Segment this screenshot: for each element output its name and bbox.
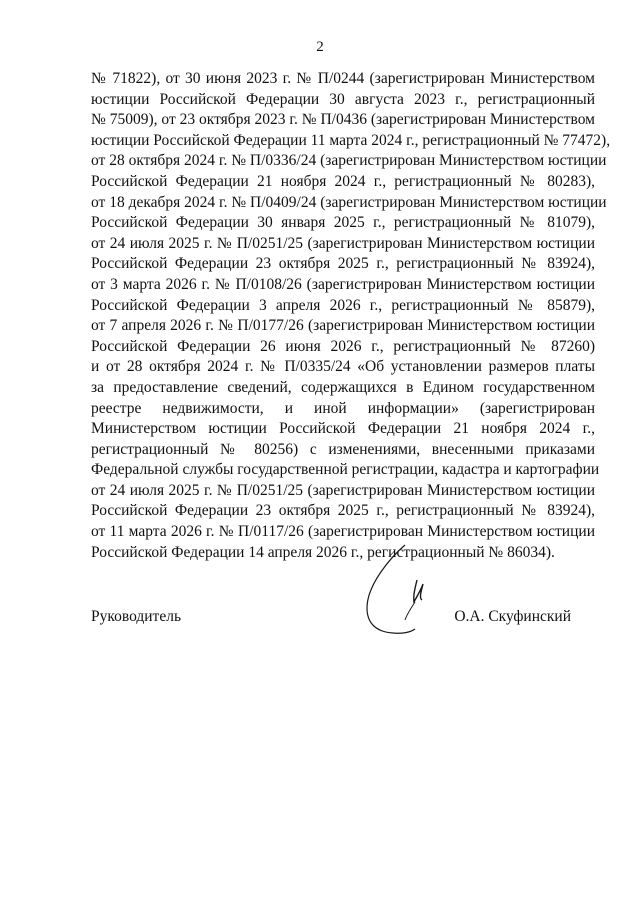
body-line: от 24 июля 2025 г. № П/0251/25 (зарегистрирован Министерством юстиции xyxy=(91,234,595,252)
page-number: 2 xyxy=(316,39,324,55)
body-line: юстиции Российской Федерации 11 марта 2024 г., регистрационный № 77472), xyxy=(91,131,611,149)
body-line: от 28 октября 2024 г. № П/0336/24 (зарегистрирован Министерством юстиции xyxy=(91,152,607,170)
document-body xyxy=(91,69,611,563)
body-line: Российской Федерации 26 июня 2026 г., регистрационный № 87260) xyxy=(91,337,595,355)
signatory-title: Руководитель xyxy=(91,608,182,625)
body-line: № 75009), от 23 октября 2023 г. № П/0436 (зарегистрирован Министерством xyxy=(91,111,595,129)
body-line: Министерством юстиции Российской Федерации 21 ноября 2024 г., xyxy=(91,420,595,438)
handwritten-signature xyxy=(355,540,445,640)
body-line: Федеральной службы государственной регистрации, кадастра и картографии xyxy=(91,461,600,479)
body-line: от 18 декабря 2024 г. № П/0409/24 (зарегистрирован Министерством юстиции xyxy=(91,193,607,211)
body-line: регистрационный № 80256) с изменениями, внесенными приказами xyxy=(91,440,595,458)
body-line: Российской Федерации 30 января 2025 г., регистрационный № 81079), xyxy=(91,214,595,232)
body-line: и от 28 октября 2024 г. № П/0335/24 «Об установлении размеров платы xyxy=(91,358,595,376)
body-line: юстиции Российской Федерации 30 августа 2023 г., регистрационный xyxy=(91,90,595,108)
body-line: № 71822), от 30 июня 2023 г. № П/0244 (зарегистрирован Министерством xyxy=(91,70,595,87)
body-line: Российской Федерации 3 апреля 2026 г., регистрационный № 85879), xyxy=(91,296,595,314)
body-line: Российской Федерации 21 ноября 2024 г., регистрационный № 80283), xyxy=(91,172,595,190)
signatory-name: О.А. Скуфинский xyxy=(454,608,571,625)
body-line: за предоставление сведений, содержащихся в Едином государственном xyxy=(91,378,595,396)
body-line: Российской Федерации 23 октября 2025 г., регистрационный № 83924), xyxy=(91,255,595,273)
body-line: от 24 июля 2025 г. № П/0251/25 (зарегистрирован Министерством юстиции xyxy=(91,481,595,499)
body-line: от 7 апреля 2026 г. № П/0177/26 (зарегистрирован Министерством юстиции xyxy=(91,317,595,335)
body-line: от 3 марта 2026 г. № П/0108/26 (зарегистрирован Министерством юстиции xyxy=(91,275,595,293)
body-line: Российской Федерации 14 апреля 2026 г., регистрационный № 86034). xyxy=(91,543,555,561)
body-line: Российской Федерации 23 октября 2025 г., регистрационный № 83924), xyxy=(91,502,595,520)
body-line: реестре недвижимости, и иной информации» (зарегистрирован xyxy=(91,399,595,417)
body-line: от 11 марта 2026 г. № П/0117/26 (зарегистрирован Министерством юстиции xyxy=(91,523,595,541)
